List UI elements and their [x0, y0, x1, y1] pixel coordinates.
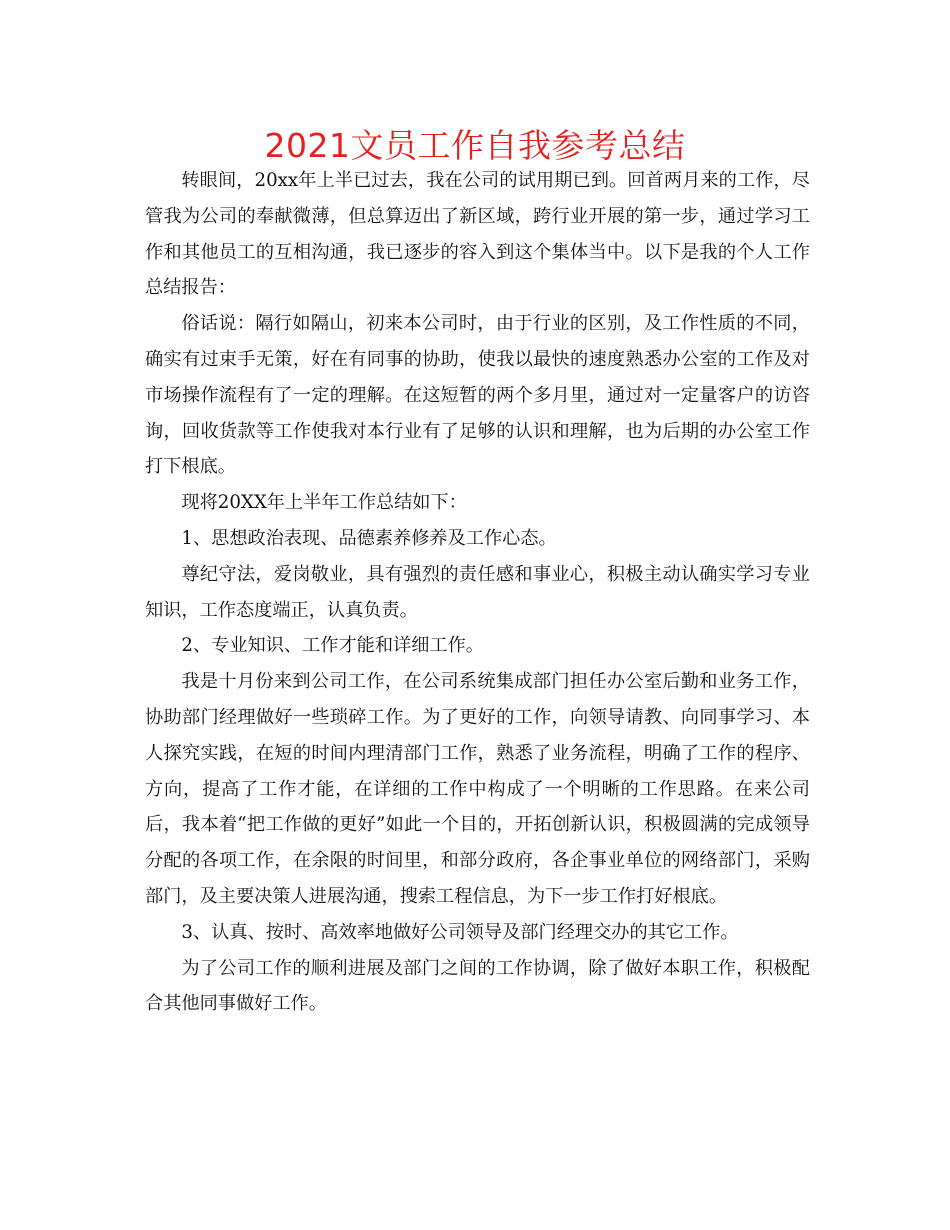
section-heading-2: 2、专业知识、工作才能和详细工作。: [181, 635, 484, 657]
paragraph-summary-lead: 现将20XX年上半年工作总结如下：: [181, 492, 467, 514]
document-title: 2021文员工作自我参考总结: [264, 126, 686, 165]
paragraph-adaptation: 俗话说：隔行如隔山，初来本公司时，由于行业的区别，及工作性质的不同，确实有过束手无策，好在有同事的协助，使我以最快的速度熟悉办公室的工作及对市场操作流程有了一定的理解。在这短暂的两个多月里，通过对一定量客户的访咨询，回收货款等工作使我对本行业有了足够的认识和理解，也为后期的办公室工作打下根底。: [145, 313, 810, 478]
paragraph-section-3: 为了公司工作的顺利进展及部门之间的工作协调，除了做好本职工作，积极配合其他同事做好工作。: [145, 957, 810, 1015]
section-heading-1: 1、思想政治表现、品德素养修养及工作心态。: [181, 527, 557, 549]
document-body: [145, 163, 810, 1022]
paragraph-section-2: 我是十月份来到公司工作，在公司系统集成部门担任办公室后勤和业务工作，协助部门经理做好一些琐碎工作。为了更好的工作，向领导请教、向同事学习、本人探究实践，在短的时间内理清部门工作，熟悉了业务流程，明确了工作的程序、方向，提高了工作才能，在详细的工作中构成了一个明晰的工作思路。在来公司后，我本着“把工作做的更好”如此一个目的，开拓创新认识，积极圆满的完成领导分配的各项工作，在余限的时间里，和部分政府，各企事业单位的网络部门，采购部门，及主要决策人进展沟通，搜索工程信息，为下一步工作打好根底。: [145, 671, 810, 907]
section-heading-3: 3、认真、按时、高效率地做好公司领导及部门经理交办的其它工作。: [181, 921, 739, 943]
paragraph-section-1: 尊纪守法，爱岗敬业，具有强烈的责任感和事业心，积极主动认确实学习专业知识，工作态度端正，认真负责。: [145, 563, 810, 621]
paragraph-intro: 转眼间，20xx年上半已过去，我在公司的试用期已到。回首两月来的工作，尽管我为公司的奉献微薄，但总算迈出了新区域，跨行业开展的第一步，通过学习工作和其他员工的互相沟通，我已逐步的容入到这个集体当中。以下是我的个人工作总结报告：: [145, 170, 810, 299]
